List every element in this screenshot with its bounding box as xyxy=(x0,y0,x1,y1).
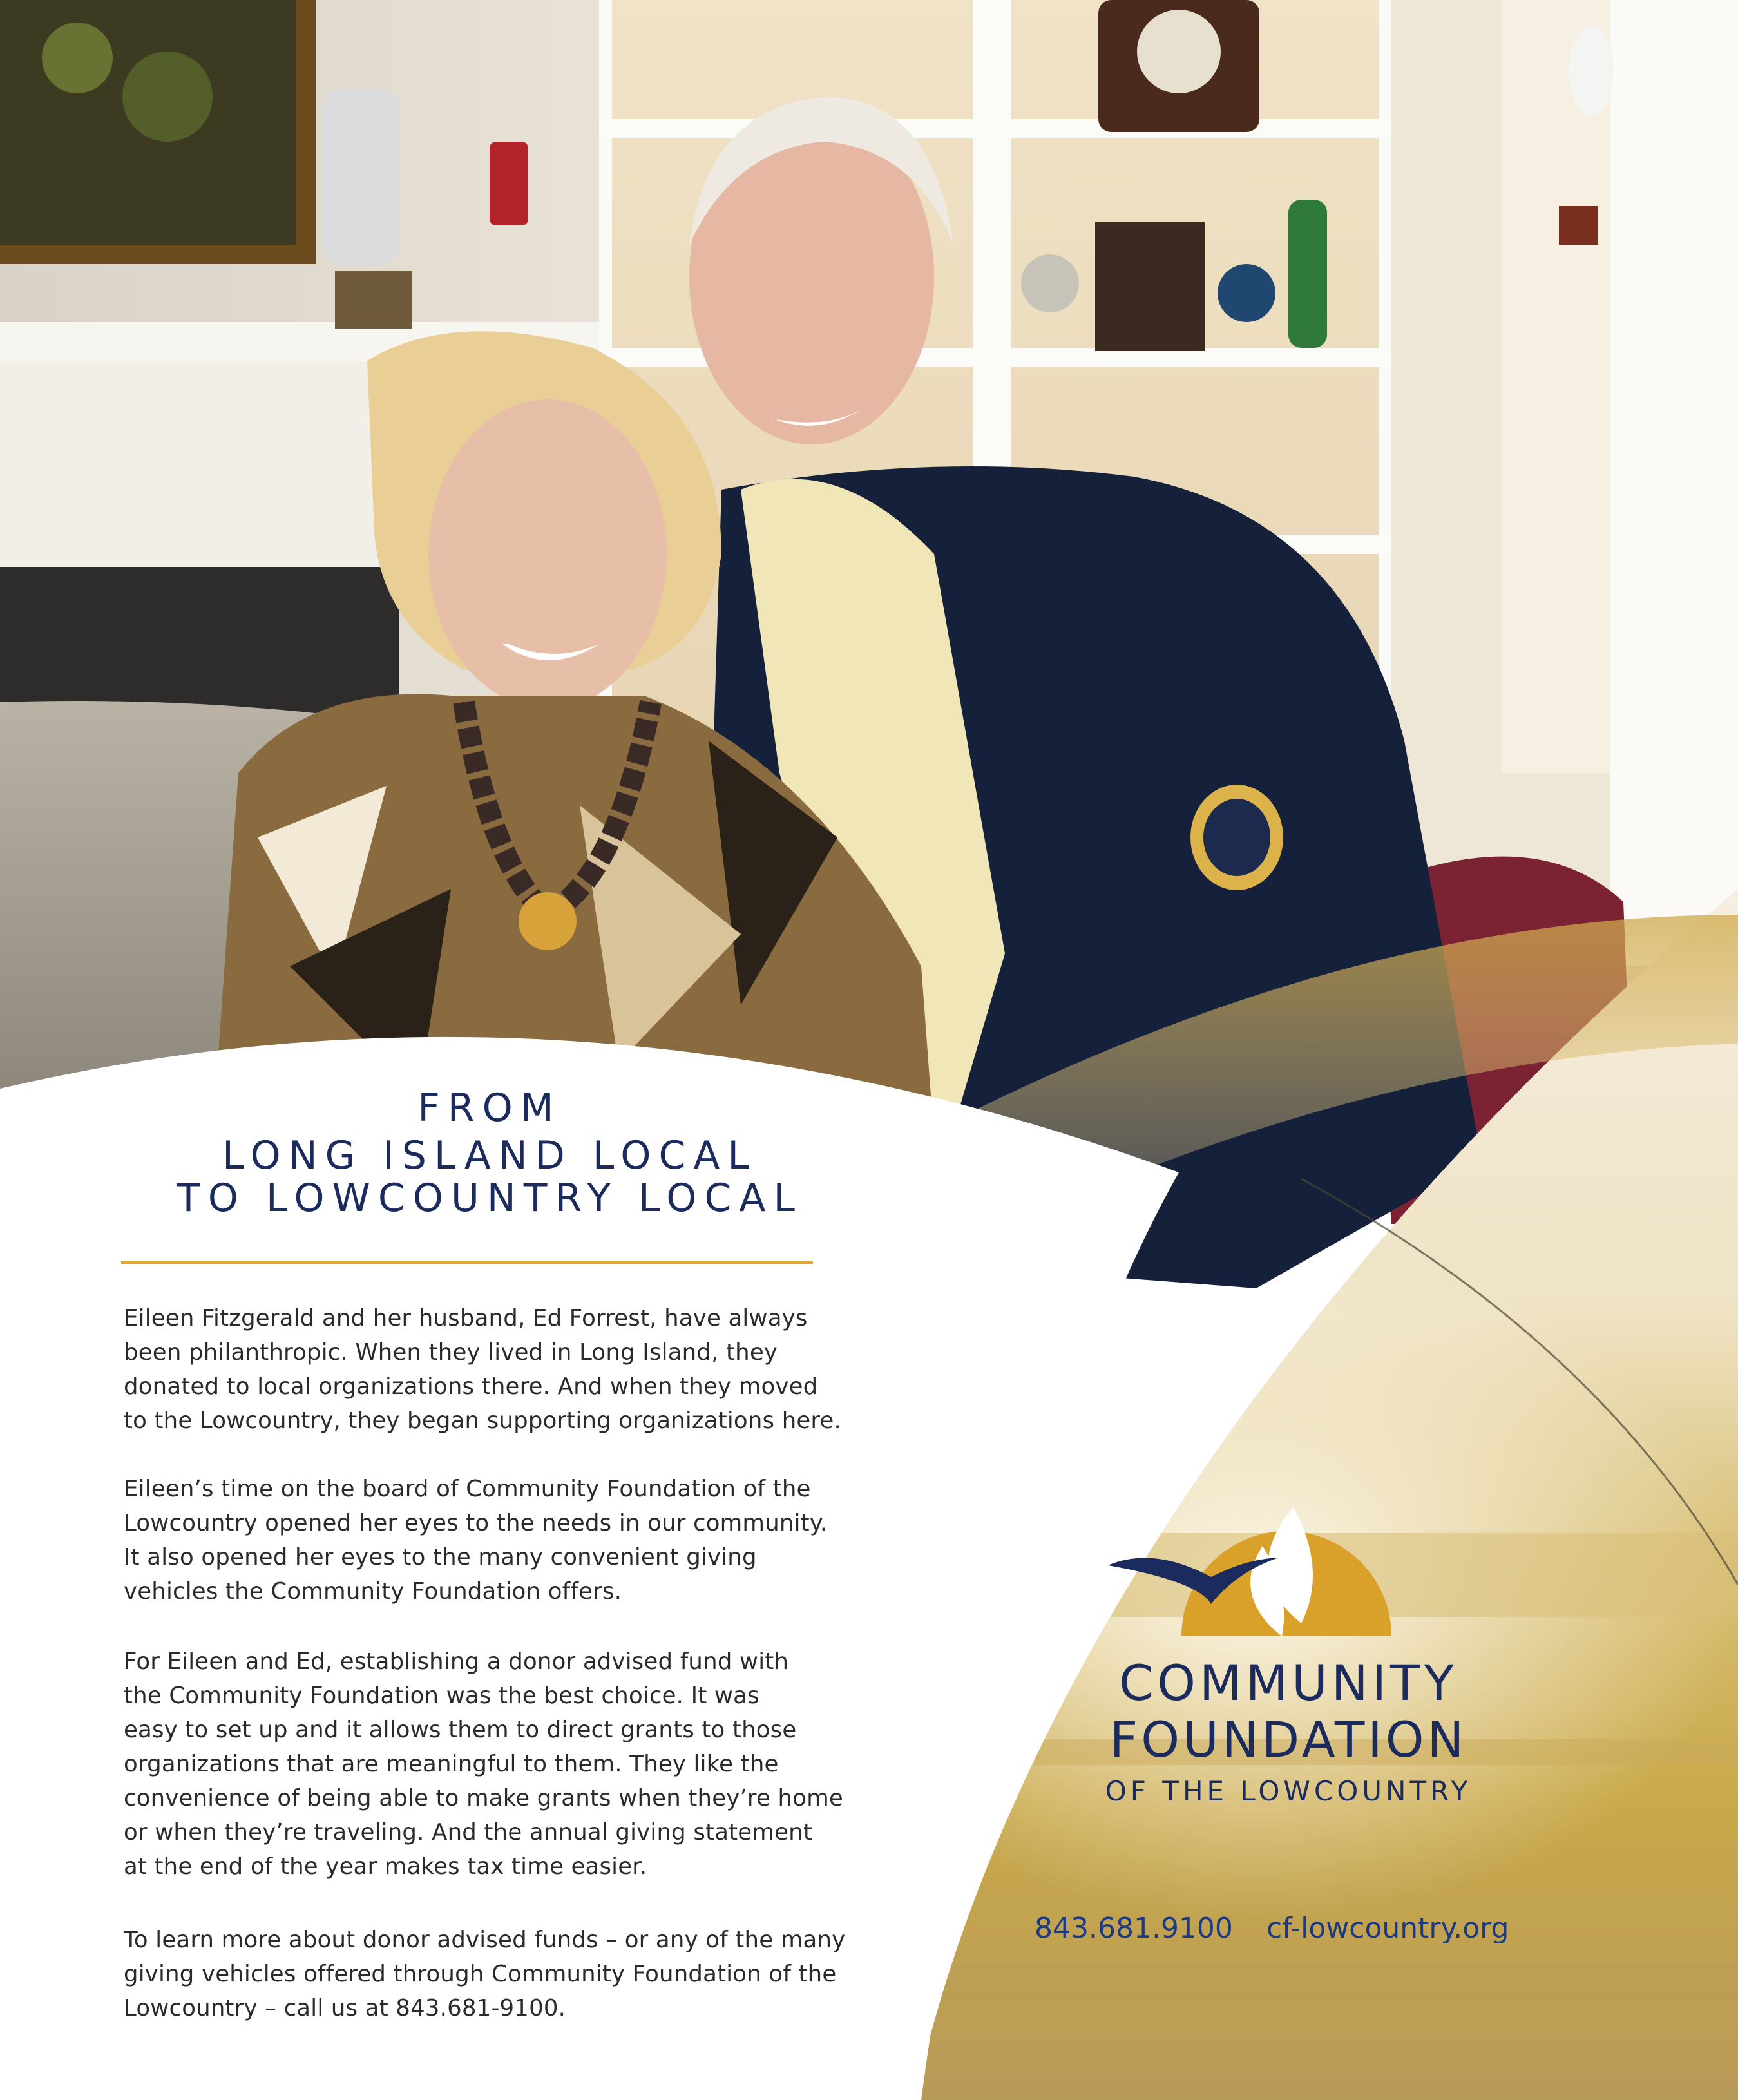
body-line: organizations that are meaningful to them. They like the xyxy=(124,1751,779,1777)
website-link[interactable]: cf-lowcountry.org xyxy=(1266,1912,1509,1945)
logo-wordmark-community: COMMUNITY xyxy=(1119,1654,1458,1712)
body-line: donated to local organizations there. And when they moved xyxy=(124,1373,818,1400)
body-line: Lowcountry opened her eyes to the needs in our community. xyxy=(124,1510,828,1536)
logo-wordmark-lowcountry: OF THE LOWCOUNTRY xyxy=(1105,1775,1472,1807)
phone-number: 843.681.9100 xyxy=(1035,1912,1233,1945)
logo-wordmark-foundation: FOUNDATION xyxy=(1109,1711,1467,1768)
body-line: Eileen’s time on the board of Community Foundation of the xyxy=(124,1476,811,1502)
body-line: been philanthropic. When they lived in Long Island, they xyxy=(124,1339,778,1366)
body-line: giving vehicles offered through Community Foundation of the xyxy=(124,1961,837,1987)
body-line: Eileen Fitzgerald and her husband, Ed Forrest, have always xyxy=(124,1305,808,1332)
body-line: It also opened her eyes to the many convenient giving xyxy=(124,1544,757,1570)
body-line: the Community Foundation was the best choice. It was xyxy=(124,1683,759,1709)
headline-line-2: LONG ISLAND LOCAL xyxy=(222,1133,757,1178)
body-line: Lowcountry – call us at 843.681-9100. xyxy=(124,1995,566,2021)
body-paragraph-3 xyxy=(124,1645,897,1884)
body-line: to the Lowcountry, they began supporting organizations here. xyxy=(124,1408,841,1434)
body-line: or when they’re traveling. And the annual giving statement xyxy=(124,1819,812,1846)
body-line: at the end of the year makes tax time easier. xyxy=(124,1853,647,1880)
body-paragraph-2 xyxy=(124,1472,897,1608)
headline-divider xyxy=(121,1261,813,1264)
body-paragraph-1 xyxy=(124,1301,897,1438)
body-line: convenience of being able to make grants when they’re home xyxy=(124,1785,843,1811)
headline-line-1: FROM xyxy=(417,1085,562,1131)
body-paragraph-4 xyxy=(124,1923,897,2025)
body-line: easy to set up and it allows them to direct grants to those xyxy=(124,1717,797,1743)
body-line: For Eileen and Ed, establishing a donor advised fund with xyxy=(124,1648,789,1675)
headline-line-3: TO LOWCOUNTRY LOCAL xyxy=(177,1176,803,1221)
body-line: vehicles the Community Foundation offers. xyxy=(124,1578,622,1605)
body-line: To learn more about donor advised funds – or any of the many xyxy=(124,1927,846,1953)
